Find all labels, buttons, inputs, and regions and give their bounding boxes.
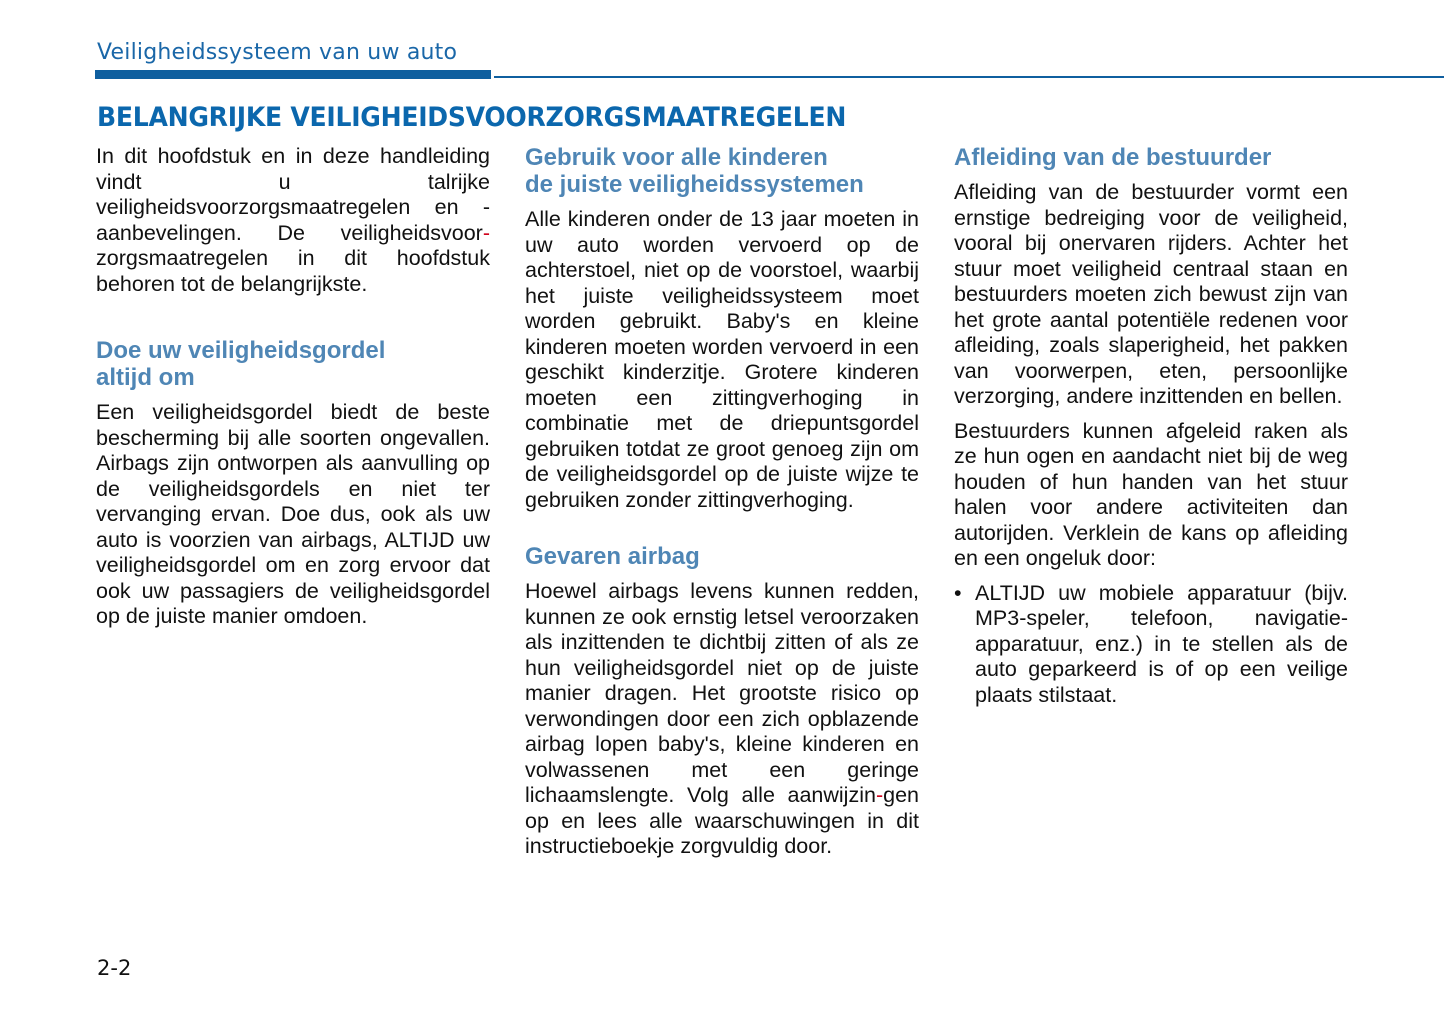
- seatbelt-heading-line2: altijd om: [96, 364, 195, 391]
- child-restraint-heading: [525, 144, 919, 198]
- child-restraint-paragraph: Alle kinderen onder de 13 jaar moeten in uw auto worden vervoerd op de achterstoel, niet op de voorstoel, waarbij het juiste veiligheidssysteem moet worden gebruikt. Baby's en kleine kinderen moeten worden vervoerd in een geschikt kinderzitje. Grotere kinderen moeten een zittingverhoging in combinatie met de driepuntsgordel gebruiken totdat ze groot genoeg zijn om de veiligheidsgordel op de juiste wijze te gebruiken zonder zittingverhoging.: [525, 207, 919, 512]
- bullet-dot: •: [954, 580, 962, 605]
- seatbelt-heading: [96, 337, 490, 391]
- header-rule-thick: [95, 70, 491, 79]
- airbag-text-b: gen op en lees alle waarschuwingen in dit instructieboekje zorgvuldig door.: [525, 783, 919, 858]
- page-number: 2-2: [97, 956, 132, 980]
- intro-text-b: zorgsmaatregelen in dit hoofdstuk behoren tot de belangrijkste.: [96, 246, 490, 296]
- seatbelt-paragraph: Een veiligheidsgordel biedt de beste bescherming bij alle soorten ongevallen. Airbags zijn ontworpen als aanvulling op de veiligheidsgordels en niet ter vervanging ervan. Doe dus, ook als uw auto is voorzien van airbags, ALTIJD uw veiligheidsgordel om en zorg ervoor dat ook uw passagiers de veiligheidsgordel op de juiste manier omdoen.: [96, 400, 490, 628]
- airbag-hyphen: -: [875, 783, 884, 807]
- intro-text-a: In dit hoofdstuk en in deze handleiding vindt u talrijke veiligheidsvoorzorgsmaatregelen en -aanbevelingen. De veiligheidsvoor: [96, 144, 490, 245]
- column-1: [96, 144, 490, 630]
- bullet-item: [954, 581, 1348, 709]
- child-restraint-heading-line1: Gebruik voor alle kinderen: [525, 144, 828, 171]
- running-header: Veiligheidssysteem van uw auto: [97, 40, 458, 65]
- intro-paragraph: [96, 144, 490, 297]
- distraction-paragraph-1: Afleiding van de bestuurder vormt een ernstige bedreiging voor de veiligheid, vooral bij onervaren rijders. Achter het stuur moet veiligheid centraal staan en bestuurders moeten zich bewust zijn van het grote aantal potentiële redenen voor afleiding, zoals slaperigheid, het pakken van voorwerpen, eten, persoonlijke verzorging, andere inzittenden en bellen.: [954, 180, 1348, 408]
- page-title: BELANGRIJKE VEILIGHEIDSVOORZORGSMAATREGELEN: [97, 102, 847, 133]
- seatbelt-heading-line1: Doe uw veiligheidsgordel: [96, 337, 386, 364]
- child-restraint-heading-line2: de juiste veiligheidssystemen: [525, 171, 864, 198]
- bullet-text: ALTIJD uw mobiele apparatuur (bijv. MP3-speler, telefoon, navigatie-apparatuur, enz.) in te stellen als de auto geparkeerd is of op een veilige plaats stilstaat.: [975, 580, 1348, 707]
- airbag-paragraph: [525, 579, 919, 860]
- airbag-heading: Gevaren airbag: [525, 543, 700, 570]
- intro-hyphen: -: [482, 220, 490, 245]
- column-3: [954, 144, 1348, 708]
- column-2: [525, 144, 919, 860]
- header-rule-thin: [494, 76, 1444, 78]
- distraction-heading: Afleiding van de bestuurder: [954, 144, 1272, 171]
- airbag-text-a: Hoewel airbags levens kunnen redden, kunnen ze ook ernstig letsel veroorzaken als inzittenden te dichtbij zitten of als ze hun veiligheidsgordel niet op de juiste manier dragen. Het grootste risico op verwondingen door een zich opblazende airbag lopen baby's, kleine kinderen en volwassenen met een geringe lichaamslengte. Volg alle aanwijzin: [525, 579, 919, 807]
- distraction-paragraph-2: Bestuurders kunnen afgeleid raken als ze hun ogen en aandacht niet bij de weg houden of hun handen van het stuur halen voor andere activiteiten dan autorijden. Verklein de kans op afleiding en een ongeluk door:: [954, 418, 1348, 570]
